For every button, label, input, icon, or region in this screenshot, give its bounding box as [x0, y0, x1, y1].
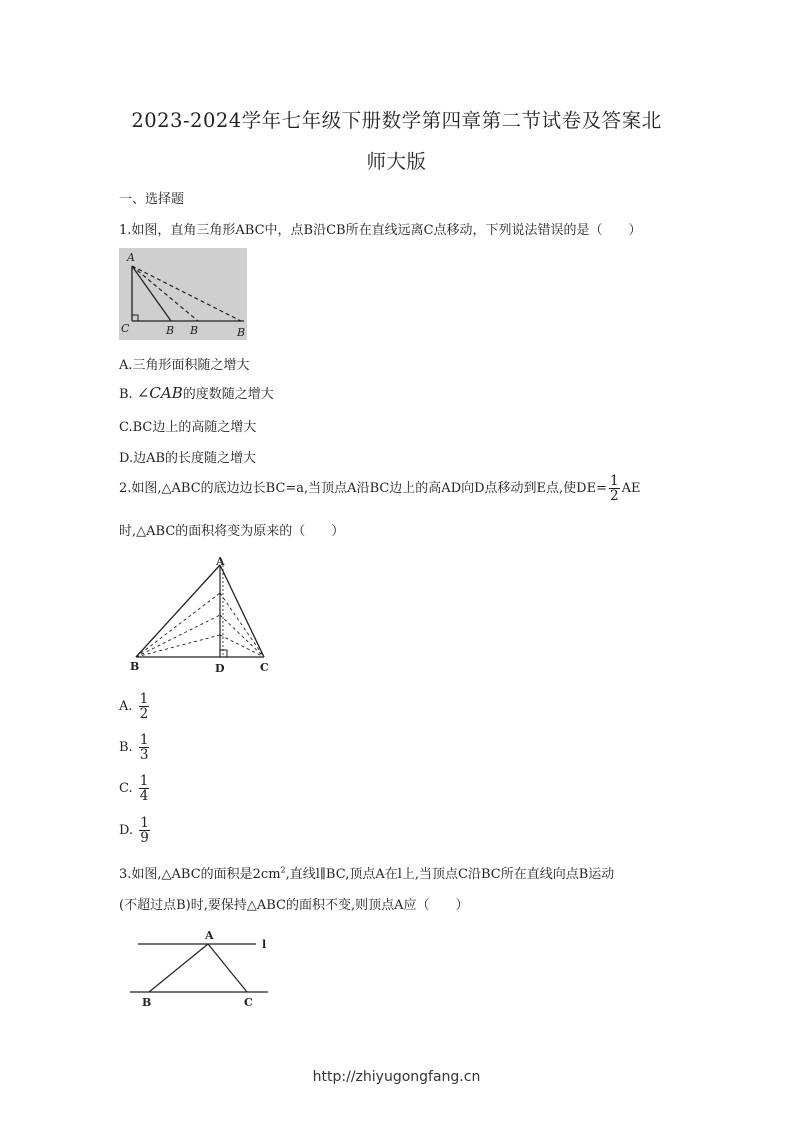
- q3-side-ab: [149, 944, 208, 992]
- q2-option-a-label: A.: [119, 699, 137, 715]
- q2-stem-fraction-numerator: 1: [609, 473, 619, 489]
- q1-figure-background: [119, 248, 247, 340]
- q2-dashed-2: [220, 593, 264, 657]
- q1-option-b-suffix: 的度数随之增大: [182, 387, 274, 402]
- q2-label-d: D: [215, 662, 225, 675]
- q2-option-d-numerator: 1: [140, 815, 149, 831]
- q2-right-angle-mark: [220, 650, 227, 657]
- q2-option-c: [119, 774, 151, 803]
- q2-option-b-label: B.: [119, 740, 137, 756]
- q2-side-ac: [220, 565, 264, 657]
- q3-stem-part2: ,直线l∥BC,顶点A在l上,当顶点C沿BC所在直线向点B运动: [285, 867, 615, 882]
- q1-label-b1: B: [166, 324, 175, 337]
- q2-option-c-denominator: 4: [139, 788, 149, 805]
- q1-label-b3: B: [237, 326, 246, 339]
- q3-side-ac: [208, 944, 247, 992]
- q2-option-a-numerator: 1: [139, 691, 149, 707]
- q2-option-a: [119, 692, 151, 721]
- q2-option-a-fraction: [139, 692, 150, 721]
- q2-stem-line1: [119, 474, 640, 503]
- q2-option-c-numerator: 1: [139, 773, 149, 789]
- q1-figure: [119, 248, 247, 340]
- q2-dashed-5: [136, 635, 220, 657]
- q3-label-a: A: [205, 929, 214, 942]
- q2-option-c-label: C.: [119, 781, 137, 797]
- q1-option-b-angle: ∠CAB: [136, 384, 183, 402]
- q2-option-b-fraction: [139, 733, 150, 762]
- q2-option-b: [119, 733, 151, 762]
- q2-option-d: [119, 816, 152, 845]
- q1-option-a: A.三角形面积随之增大: [119, 358, 250, 373]
- q2-stem-fraction: [609, 474, 620, 503]
- q2-option-b-numerator: 1: [139, 732, 149, 748]
- q2-label-b: B: [130, 660, 140, 673]
- q2-option-c-fraction: [139, 774, 150, 803]
- q1-stem: 1.如图，直角三角形ABC中，点B沿CB所在直线远离C点移动，下列说法错误的是（ ）: [119, 223, 642, 238]
- q2-stem-fraction-denominator: 2: [609, 488, 619, 505]
- q2-stem-line2: 时,△ABC的面积将变为原来的（ ）: [119, 524, 345, 539]
- q1-option-d: D.边AB的长度随之增大: [119, 451, 257, 466]
- page-title-line2: 师大版: [366, 150, 427, 173]
- page-title-line1: 2023-2024学年七年级下册数学第四章第二节试卷及答案北: [131, 109, 662, 132]
- q3-stem-line2: (不超过点B)时,要保持△ABC的面积不变,则顶点A应（ ）: [119, 898, 469, 913]
- q2-stem-part2: AE: [621, 481, 641, 497]
- q3-label-b: B: [142, 996, 152, 1009]
- q2-side-ab: [136, 565, 220, 657]
- q3-stem-superscript: 2: [280, 865, 286, 875]
- footer-url[interactable]: http://zhiyugongfang.cn: [312, 1069, 481, 1085]
- q1-label-a: A: [127, 251, 135, 264]
- q3-label-l: l: [262, 938, 267, 951]
- q1-label-b2: B: [190, 324, 199, 337]
- q2-dashed-3: [136, 615, 220, 657]
- q1-option-c: C.BC边上的高随之增大: [119, 420, 257, 435]
- q2-dashed-1: [136, 593, 220, 657]
- q3-figure: [128, 925, 278, 1015]
- q2-option-d-fraction: [139, 816, 150, 845]
- q2-option-d-label: D.: [119, 823, 138, 839]
- q2-figure: [126, 553, 276, 678]
- q1-option-b-prefix: B.: [119, 387, 137, 402]
- q3-stem-part1: 3.如图,△ABC的面积是2cm: [119, 867, 281, 882]
- q2-label-c: C: [260, 661, 269, 674]
- q2-option-d-denominator: 9: [140, 830, 149, 847]
- q2-option-a-denominator: 2: [139, 706, 149, 723]
- q3-label-c: C: [244, 996, 253, 1009]
- q1-option-b: [119, 383, 274, 402]
- q2-stem-part1: 2.如图,△ABC的底边边长BC=a,当顶点A沿BC边上的高AD向D点移动到E点,使DE=: [119, 481, 607, 497]
- q2-label-a: A: [216, 555, 225, 568]
- section-heading: 一、选择题: [119, 192, 185, 207]
- q2-option-b-denominator: 3: [139, 747, 149, 764]
- q1-label-c: C: [121, 322, 130, 335]
- q3-stem-line1: [119, 863, 614, 882]
